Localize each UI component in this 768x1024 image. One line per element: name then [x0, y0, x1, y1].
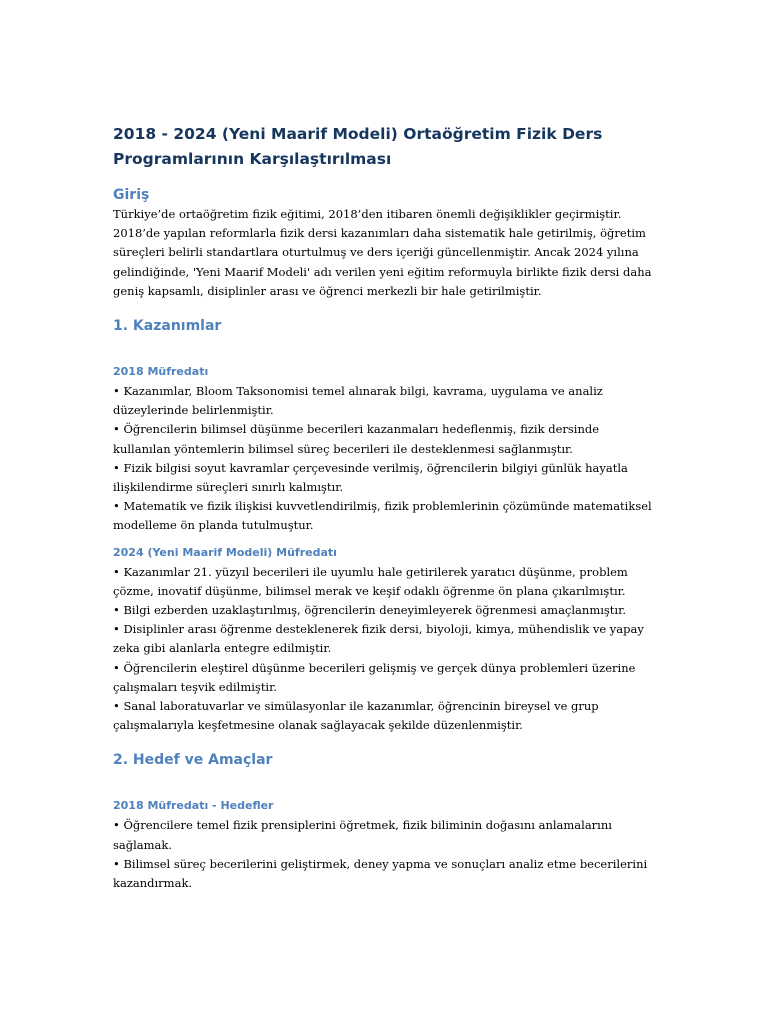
- document-title: 2018 - 2024 (Yeni Maarif Modeli) Ortaöğretim Fizik Ders Programlarının Karşılaştırılması: [113, 125, 603, 168]
- list-item: • Öğrencilere temel fizik prensiplerini öğretmek, fizik biliminin doğasını anlamalarını sağlamak.: [113, 818, 612, 852]
- list-item: • Fizik bilgisi soyut kavramlar çerçevesinde verilmiş, öğrencilerin bilgiyi günlük hayatla ilişkilendirme süreçleri sınırlı kalmıştır.: [113, 460, 628, 495]
- list-item: • Sanal laboratuvarlar ve simülasyonlar ile kazanımlar, öğrencinin bireysel ve grup çalışmalarıyla keşfetmesine olanak sağlayacak şekilde düzenlenmiştir.: [113, 699, 599, 733]
- list-item: • Öğrencilerin eleştirel düşünme becerileri gelişmiş ve gerçek dünya problemleri üzerine çalışmaları teşvik edilmiştir.: [113, 660, 636, 694]
- list-item: • Öğrencilerin bilimsel düşünme becerileri kazanmaları hedeflenmiş, fizik dersinde kullanılan yöntemlerin bilimsel süreç becerileri ile desteklenmesi sağlanmıştır.: [113, 422, 600, 456]
- list-item: • Bilgi ezberden uzaklaştırılmış, öğrencilerin deneyimleyerek öğrenmesi amaçlanmıştır.: [113, 603, 626, 618]
- bullet-list-2024-kazanimlar: [113, 563, 658, 736]
- list-item: • Disiplinler arası öğrenme desteklenerek fizik dersi, biyoloji, kimya, mühendislik ve yapay zeka gibi alanlarla entegre edilmiştir.: [113, 622, 644, 656]
- section-kazanimlar-heading: 1. Kazanımlar: [113, 318, 222, 335]
- intro-paragraph: Türkiye’de ortaöğretim fizik eğitimi, 2018’den itibaren önemli değişiklikler geçirmiştir. 2018’de yapılan reformlarla fizik dersi kazanımları daha sistematik hale getirilmiş, öğretim süreçleri belirli standartlara oturtulmuş ve ders içeriği güncellenmiştir. Ancak 2024 yılına gelindiğinde, 'Yeni Maarif Modeli' adı verilen yeni eğitim reformuyla birlikte fizik dersi daha geniş kapsamlı, disiplinler arası ve öğrenci merkezli bir hale getirilmiştir.: [113, 207, 652, 298]
- subsection-2018-mufredat-heading: 2018 Müfredatı: [113, 365, 209, 379]
- document-page: [113, 122, 658, 893]
- bullet-list-2018-hedefler: [113, 816, 658, 893]
- section-hedef-amaclar-heading: 2. Hedef ve Amaçlar: [113, 752, 273, 769]
- subsection-2018-hedefler-heading: 2018 Müfredatı - Hedefler: [113, 799, 274, 813]
- bullet-list-2018-kazanimlar: [113, 382, 658, 536]
- intro-heading: Giriş: [113, 187, 150, 203]
- list-item: • Kazanımlar, Bloom Taksonomisi temel alınarak bilgi, kavrama, uygulama ve analiz düzeylerinde belirlenmiştir.: [113, 384, 603, 418]
- subsection-2024-mufredat-heading: 2024 (Yeni Maarif Modeli) Müfredatı: [113, 545, 337, 559]
- list-item: • Bilimsel süreç becerilerini geliştirmek, deney yapma ve sonuçları analiz etme becerilerini kazandırmak.: [113, 856, 648, 891]
- list-item: • Kazanımlar 21. yüzyıl becerileri ile uyumlu hale getirilerek yaratıcı düşünme, problem çözme, inovatif düşünme, bilimsel merak ve keşif odaklı öğrenme ön plana çıkarılmıştır.: [113, 564, 628, 598]
- list-item: • Matematik ve fizik ilişkisi kuvvetlendirilmiş, fizik problemlerinin çözümünde matematiksel modelleme ön planda tutulmuştur.: [113, 499, 652, 533]
